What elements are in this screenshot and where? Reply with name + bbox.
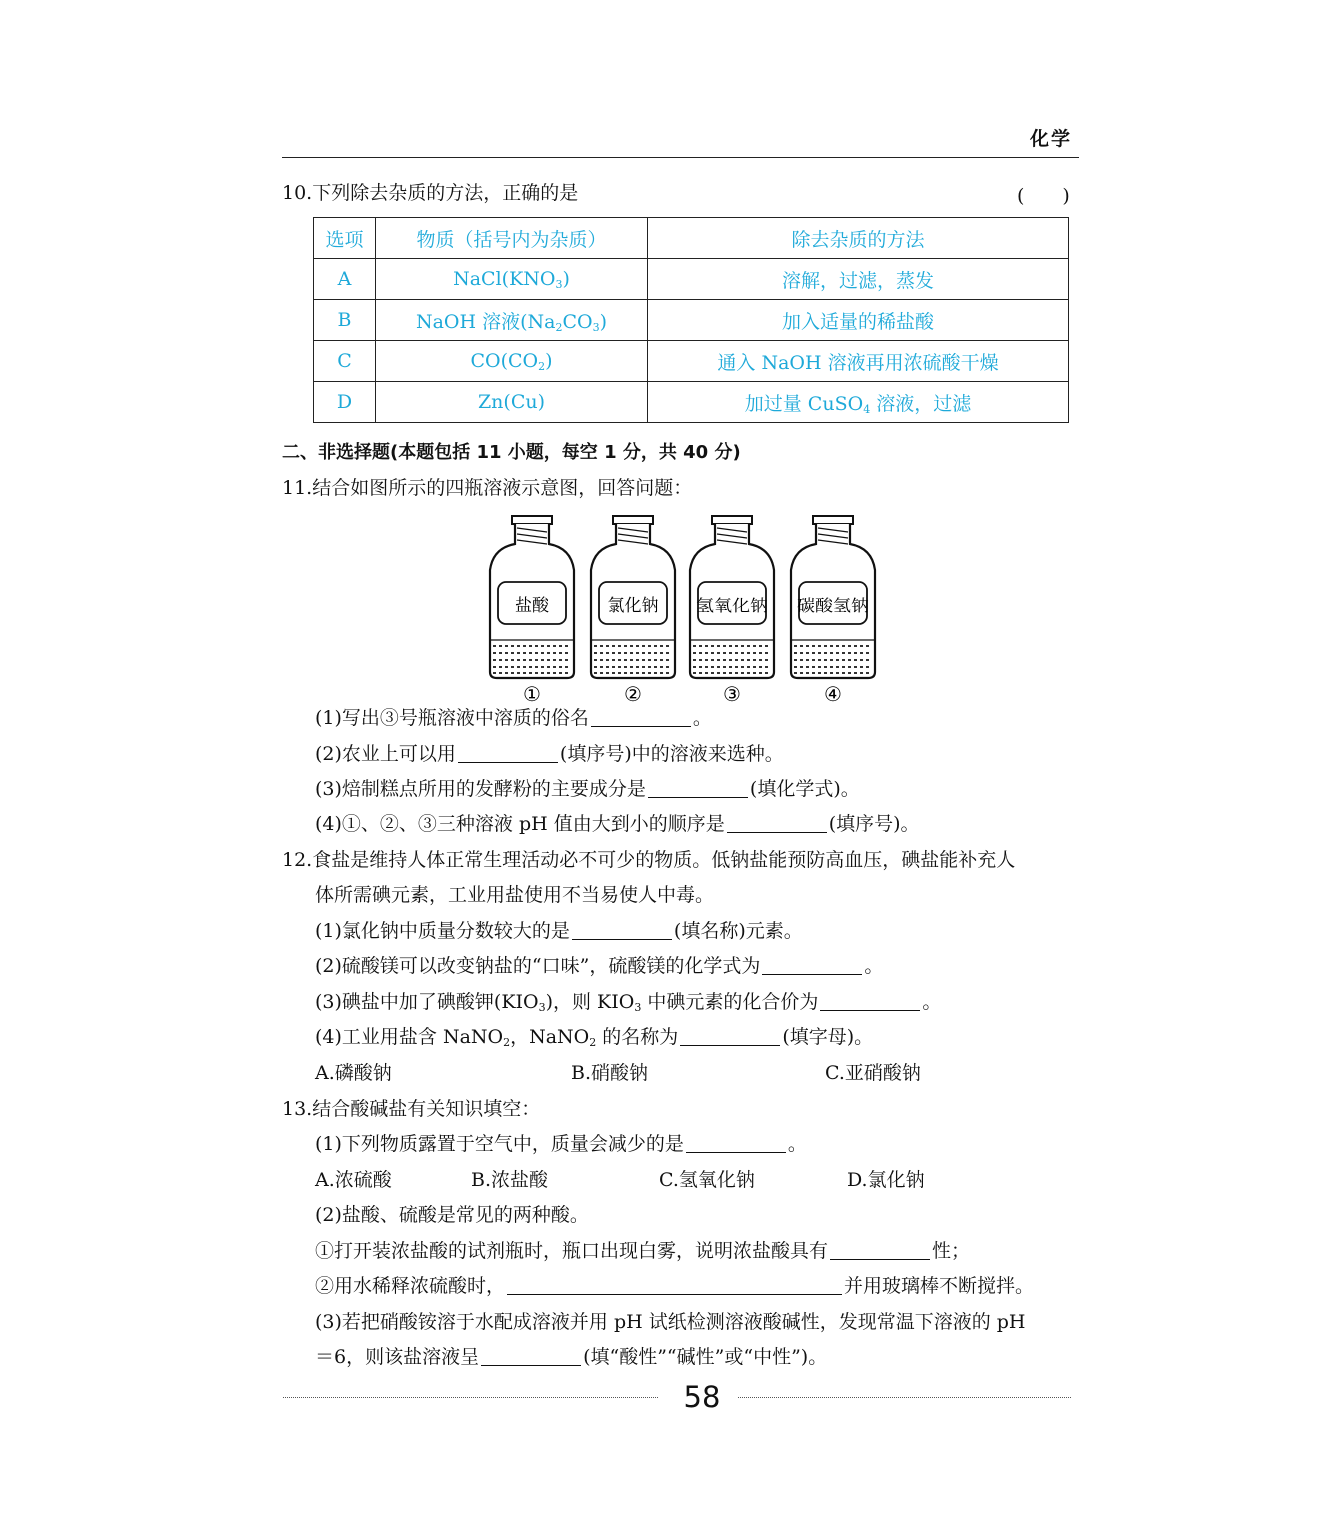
answer-blank[interactable] bbox=[458, 742, 558, 763]
answer-blank[interactable] bbox=[572, 919, 672, 940]
bottle-number-3: ③ bbox=[723, 682, 741, 706]
q13-part2-1: ①打开装浓盐酸的试剂瓶时，瓶口出现白雾，说明浓盐酸具有 性； bbox=[315, 1240, 971, 1262]
answer-blank[interactable] bbox=[507, 1274, 842, 1295]
q12-stem-line1: 12.食盐是维持人体正常生理活动必不可少的物质。低钠盐能预防高血压，碘盐能补充人 bbox=[282, 849, 1016, 871]
table-row bbox=[314, 341, 1069, 382]
q11-part3: (3)焙制糕点所用的发酵粉的主要成分是 (填化学式)。 bbox=[315, 778, 860, 800]
option-d: D.氯化钠 bbox=[847, 1169, 925, 1191]
substance-cell: Zn(Cu) bbox=[376, 382, 648, 423]
q13-options bbox=[315, 1167, 925, 1193]
option-cell: C bbox=[314, 341, 376, 382]
bottle-number-4: ④ bbox=[824, 682, 842, 706]
method-cell: 通入 NaOH 溶液再用浓硫酸干燥 bbox=[648, 341, 1069, 382]
answer-blank[interactable] bbox=[648, 777, 748, 798]
page-number: 58 bbox=[683, 1380, 721, 1414]
method-cell: 加过量 CuSO$_4$ 溶液，过滤 bbox=[648, 382, 1069, 423]
bottle-label-4: 碳酸氢钠 bbox=[797, 596, 869, 615]
header-rule bbox=[282, 157, 1079, 158]
substance-cell: $NaCl(KNO_3)$ bbox=[376, 259, 648, 300]
option-cell: A bbox=[314, 259, 376, 300]
header-method: 除去杂质的方法 bbox=[648, 218, 1069, 259]
option-b: B.浓盐酸 bbox=[471, 1169, 549, 1191]
q13-part1: (1)下列物质露置于空气中，质量会减少的是 。 bbox=[315, 1133, 807, 1155]
q12-stem-line2: 体所需碘元素，工业用盐使用不当易使人中毒。 bbox=[315, 884, 715, 906]
substance-cell: $CO(CO_2)$ bbox=[376, 341, 648, 382]
answer-blank[interactable] bbox=[762, 954, 862, 975]
option-cell: D bbox=[314, 382, 376, 423]
table-row bbox=[314, 382, 1069, 423]
q13-stem: 13.结合酸碱盐有关知识填空： bbox=[282, 1098, 541, 1120]
q13-part3-line2: ＝6，则该盐溶液呈 (填“酸性”“碱性”或“中性”)。 bbox=[315, 1346, 828, 1368]
footer-dotted-rule-left bbox=[283, 1397, 658, 1398]
q12-part2: (2)硫酸镁可以改变钠盐的“口味”，硫酸镁的化学式为 。 bbox=[315, 955, 884, 977]
method-cell: 溶解，过滤，蒸发 bbox=[648, 259, 1069, 300]
four-bottles-figure bbox=[482, 512, 880, 707]
table-row bbox=[314, 300, 1069, 341]
q13-part3-line1: (3)若把硝酸铵溶于水配成溶液并用 pH 试纸检测溶液酸碱性，发现常温下溶液的 pH bbox=[315, 1311, 1026, 1333]
q10-stem: 10.下列除去杂质的方法，正确的是 bbox=[282, 182, 579, 204]
q11-part1: (1)写出③号瓶溶液中溶质的俗名 。 bbox=[315, 707, 712, 729]
answer-blank[interactable] bbox=[727, 812, 827, 833]
section-2-title: 二、非选择题(本题包括 11 小题，每空 1 分，共 40 分) bbox=[282, 442, 741, 463]
answer-blank[interactable] bbox=[686, 1132, 786, 1153]
option-b: B.硝酸钠 bbox=[571, 1062, 649, 1084]
answer-blank[interactable] bbox=[820, 990, 920, 1011]
substance-cell: NaOH 溶液$(Na_2CO_3)$ bbox=[376, 300, 648, 341]
option-a: A.浓硫酸 bbox=[315, 1169, 392, 1191]
table-row bbox=[314, 259, 1069, 300]
q12-part3: (3)碘盐中加了碘酸钾$(KIO_3)$，则 $KIO_3$ 中碘元素的化合价为 。 bbox=[315, 991, 942, 1014]
q13-part2-2: ②用水稀释浓硫酸时， 并用玻璃棒不断搅拌。 bbox=[315, 1275, 1035, 1297]
q11-part2: (2)农业上可以用 (填序号)中的溶液来选种。 bbox=[315, 743, 784, 765]
q11-stem: 11.结合如图所示的四瓶溶液示意图，回答问题： bbox=[282, 477, 693, 499]
bottle-number-1: ① bbox=[523, 682, 541, 706]
answer-blank[interactable] bbox=[481, 1345, 581, 1366]
bottle-number-2: ② bbox=[624, 682, 642, 706]
answer-blank[interactable] bbox=[591, 706, 691, 727]
footer-dotted-rule-right bbox=[738, 1397, 1071, 1398]
subject-header: 化学 bbox=[1030, 128, 1073, 150]
q12-part4: (4)工业用盐含 NaNO$_2$，NaNO$_2$ 的名称为 (填字母)。 bbox=[315, 1026, 874, 1049]
q10-table bbox=[313, 217, 1069, 423]
option-a: A.磷酸钠 bbox=[315, 1062, 392, 1084]
q10-answer-bracket: ( ) bbox=[1017, 185, 1070, 207]
bottle-label-3: 氢氧化钠 bbox=[696, 596, 768, 615]
option-c: C.亚硝酸钠 bbox=[825, 1062, 921, 1084]
option-c: C.氢氧化钠 bbox=[659, 1169, 755, 1191]
q12-part1: (1)氯化钠中质量分数较大的是 (填名称)元素。 bbox=[315, 920, 803, 942]
header-substance: 物质（括号内为杂质） bbox=[376, 218, 648, 259]
method-cell: 加入适量的稀盐酸 bbox=[648, 300, 1069, 341]
q11-part4: (4)①、②、③三种溶液 pH 值由大到小的顺序是 (填序号)。 bbox=[315, 813, 920, 835]
q13-part2: (2)盐酸、硫酸是常见的两种酸。 bbox=[315, 1204, 589, 1226]
header-option: 选项 bbox=[314, 218, 376, 259]
bottle-label-2: 氯化钠 bbox=[607, 596, 659, 616]
answer-blank[interactable] bbox=[680, 1025, 780, 1046]
bottle-label-1: 盐酸 bbox=[515, 596, 549, 616]
answer-blank[interactable] bbox=[830, 1239, 930, 1260]
q12-options bbox=[315, 1060, 921, 1086]
table-header-row bbox=[314, 218, 1069, 259]
option-cell: B bbox=[314, 300, 376, 341]
